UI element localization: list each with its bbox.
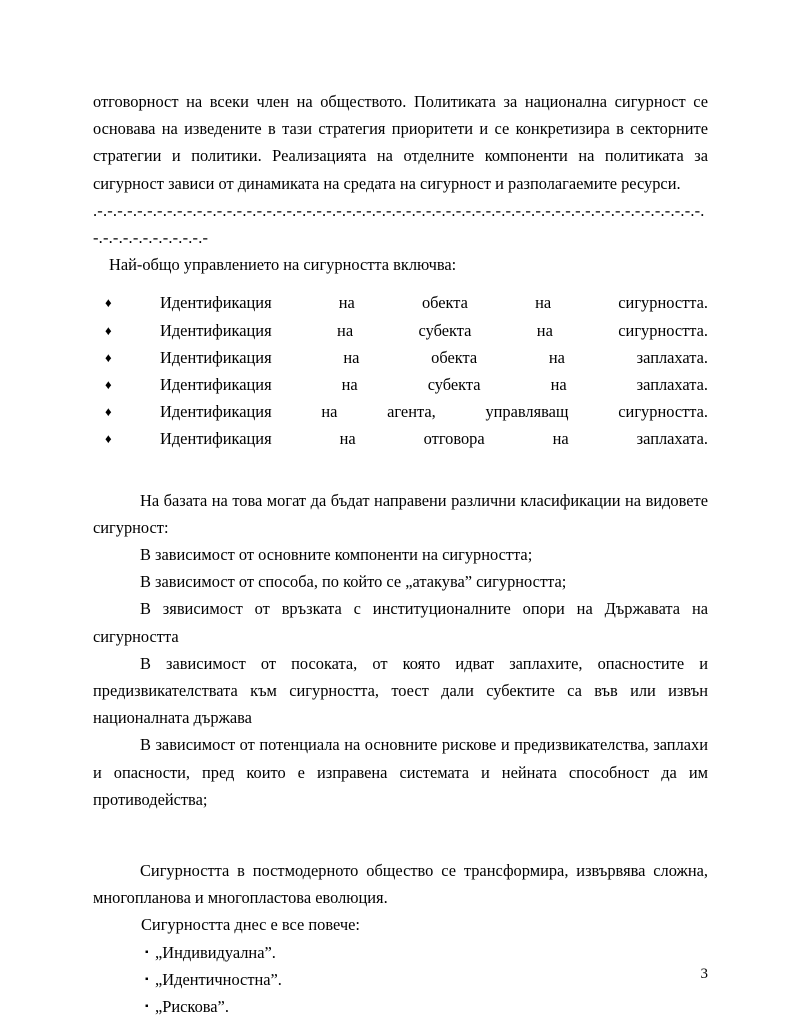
diamond-bullet-icon: ♦ [105,349,112,365]
classification-item: В зависимост от посоката, от която идват заплахите, опасностите и предизвикателствата към сигурността, тоест дали субектите са във или извън националната държава [93,653,708,728]
list-item-label: Идентификация на субекта на заплахата. [160,375,708,395]
diamond-bullet-icon: ♦ [105,377,112,393]
today-intro: Сигурността днес е все повече: [141,915,360,935]
list-item-label: Идентификация на субекта на сигурността. [160,320,708,340]
intro-line: Най-общо управлението на сигурността включва: [109,255,457,275]
opening-paragraph: отговорност на всеки член на обществото. Политиката за национална сигурност се основава на изведените в тази стратегия приоритети и се конкретизира в секторните стратегии и политики. Реализацията на отделните компоненти на политиката за сигурност зависи от динамиката на средата на сигурност и разполагаемите ресурси. [93,92,708,193]
page-number: 3 [700,966,708,982]
today-list [93,939,708,1021]
spacer [93,813,708,857]
list-item [93,317,708,344]
list-item-label: „Индивидуална”. [155,942,276,962]
classification-item: В зависимост от потенциала на основните рискове и предизвикателства, заплахи и опасности, пред които е изправена системата и нейната способност да им противодейства; [93,735,708,809]
list-item-label: Идентификация на агента, управляващ сигурността. [160,402,708,422]
spacer [93,278,708,289]
transformation-paragraph: Сигурността в постмодерното общество се трансформира, извървява сложна, многопланова и многопластова еволюция. [93,861,708,908]
dotted-filler-line: .-.-.-.-.-.-.-.-.-.-.-.-.-.-.-.-.-.-.-.-.-.-.-.-.-.-.-.-.-.-.-.-.-.-.-.-.-.-.-.-.-.-.-.-.-.-.-.-.-.-.-.-.-.-.-.-.-.-.-.-.-.-.-.-.-.-.-.-.-.-.-.-.- [93,200,705,248]
classification-item: В зависимост от способа, по който се „атакува” сигурността; [140,572,567,592]
square-bullet-icon: ▪ [145,1001,149,1013]
list-item [93,939,708,966]
list-item [93,993,708,1020]
classification-item: В зявисимост от връзката с институционалните опори на Държавата на сигурността [93,599,708,646]
page-body [93,88,708,1020]
square-bullet-icon: ▪ [145,973,149,985]
list-item [93,966,708,993]
diamond-bullet-icon: ♦ [105,431,112,447]
diamond-bullet-icon: ♦ [105,295,112,311]
list-item [93,344,708,371]
square-bullet-icon: ▪ [145,946,149,958]
list-item [93,371,708,398]
classification-intro: На базата на това могат да бъдат направени различни класификации на видовете сигурност: [93,490,708,537]
list-item-label: Идентификация на отговора на заплахата. [160,429,708,449]
diamond-bullet-icon: ♦ [105,404,112,420]
identification-list [93,289,708,452]
diamond-bullet-icon: ♦ [105,322,112,338]
spacer [93,453,708,487]
list-item-label: „Рискова”. [155,997,229,1017]
list-item-label: „Идентичностна”. [155,969,282,989]
classification-item: В зависимост от основните компоненти на сигурността; [140,545,533,565]
list-item [93,425,708,452]
list-item-label: Идентификация на обекта на заплахата. [160,347,708,367]
list-item [93,398,708,425]
list-item [93,289,708,316]
list-item-label: Идентификация на обекта на сигурността. [160,293,708,313]
